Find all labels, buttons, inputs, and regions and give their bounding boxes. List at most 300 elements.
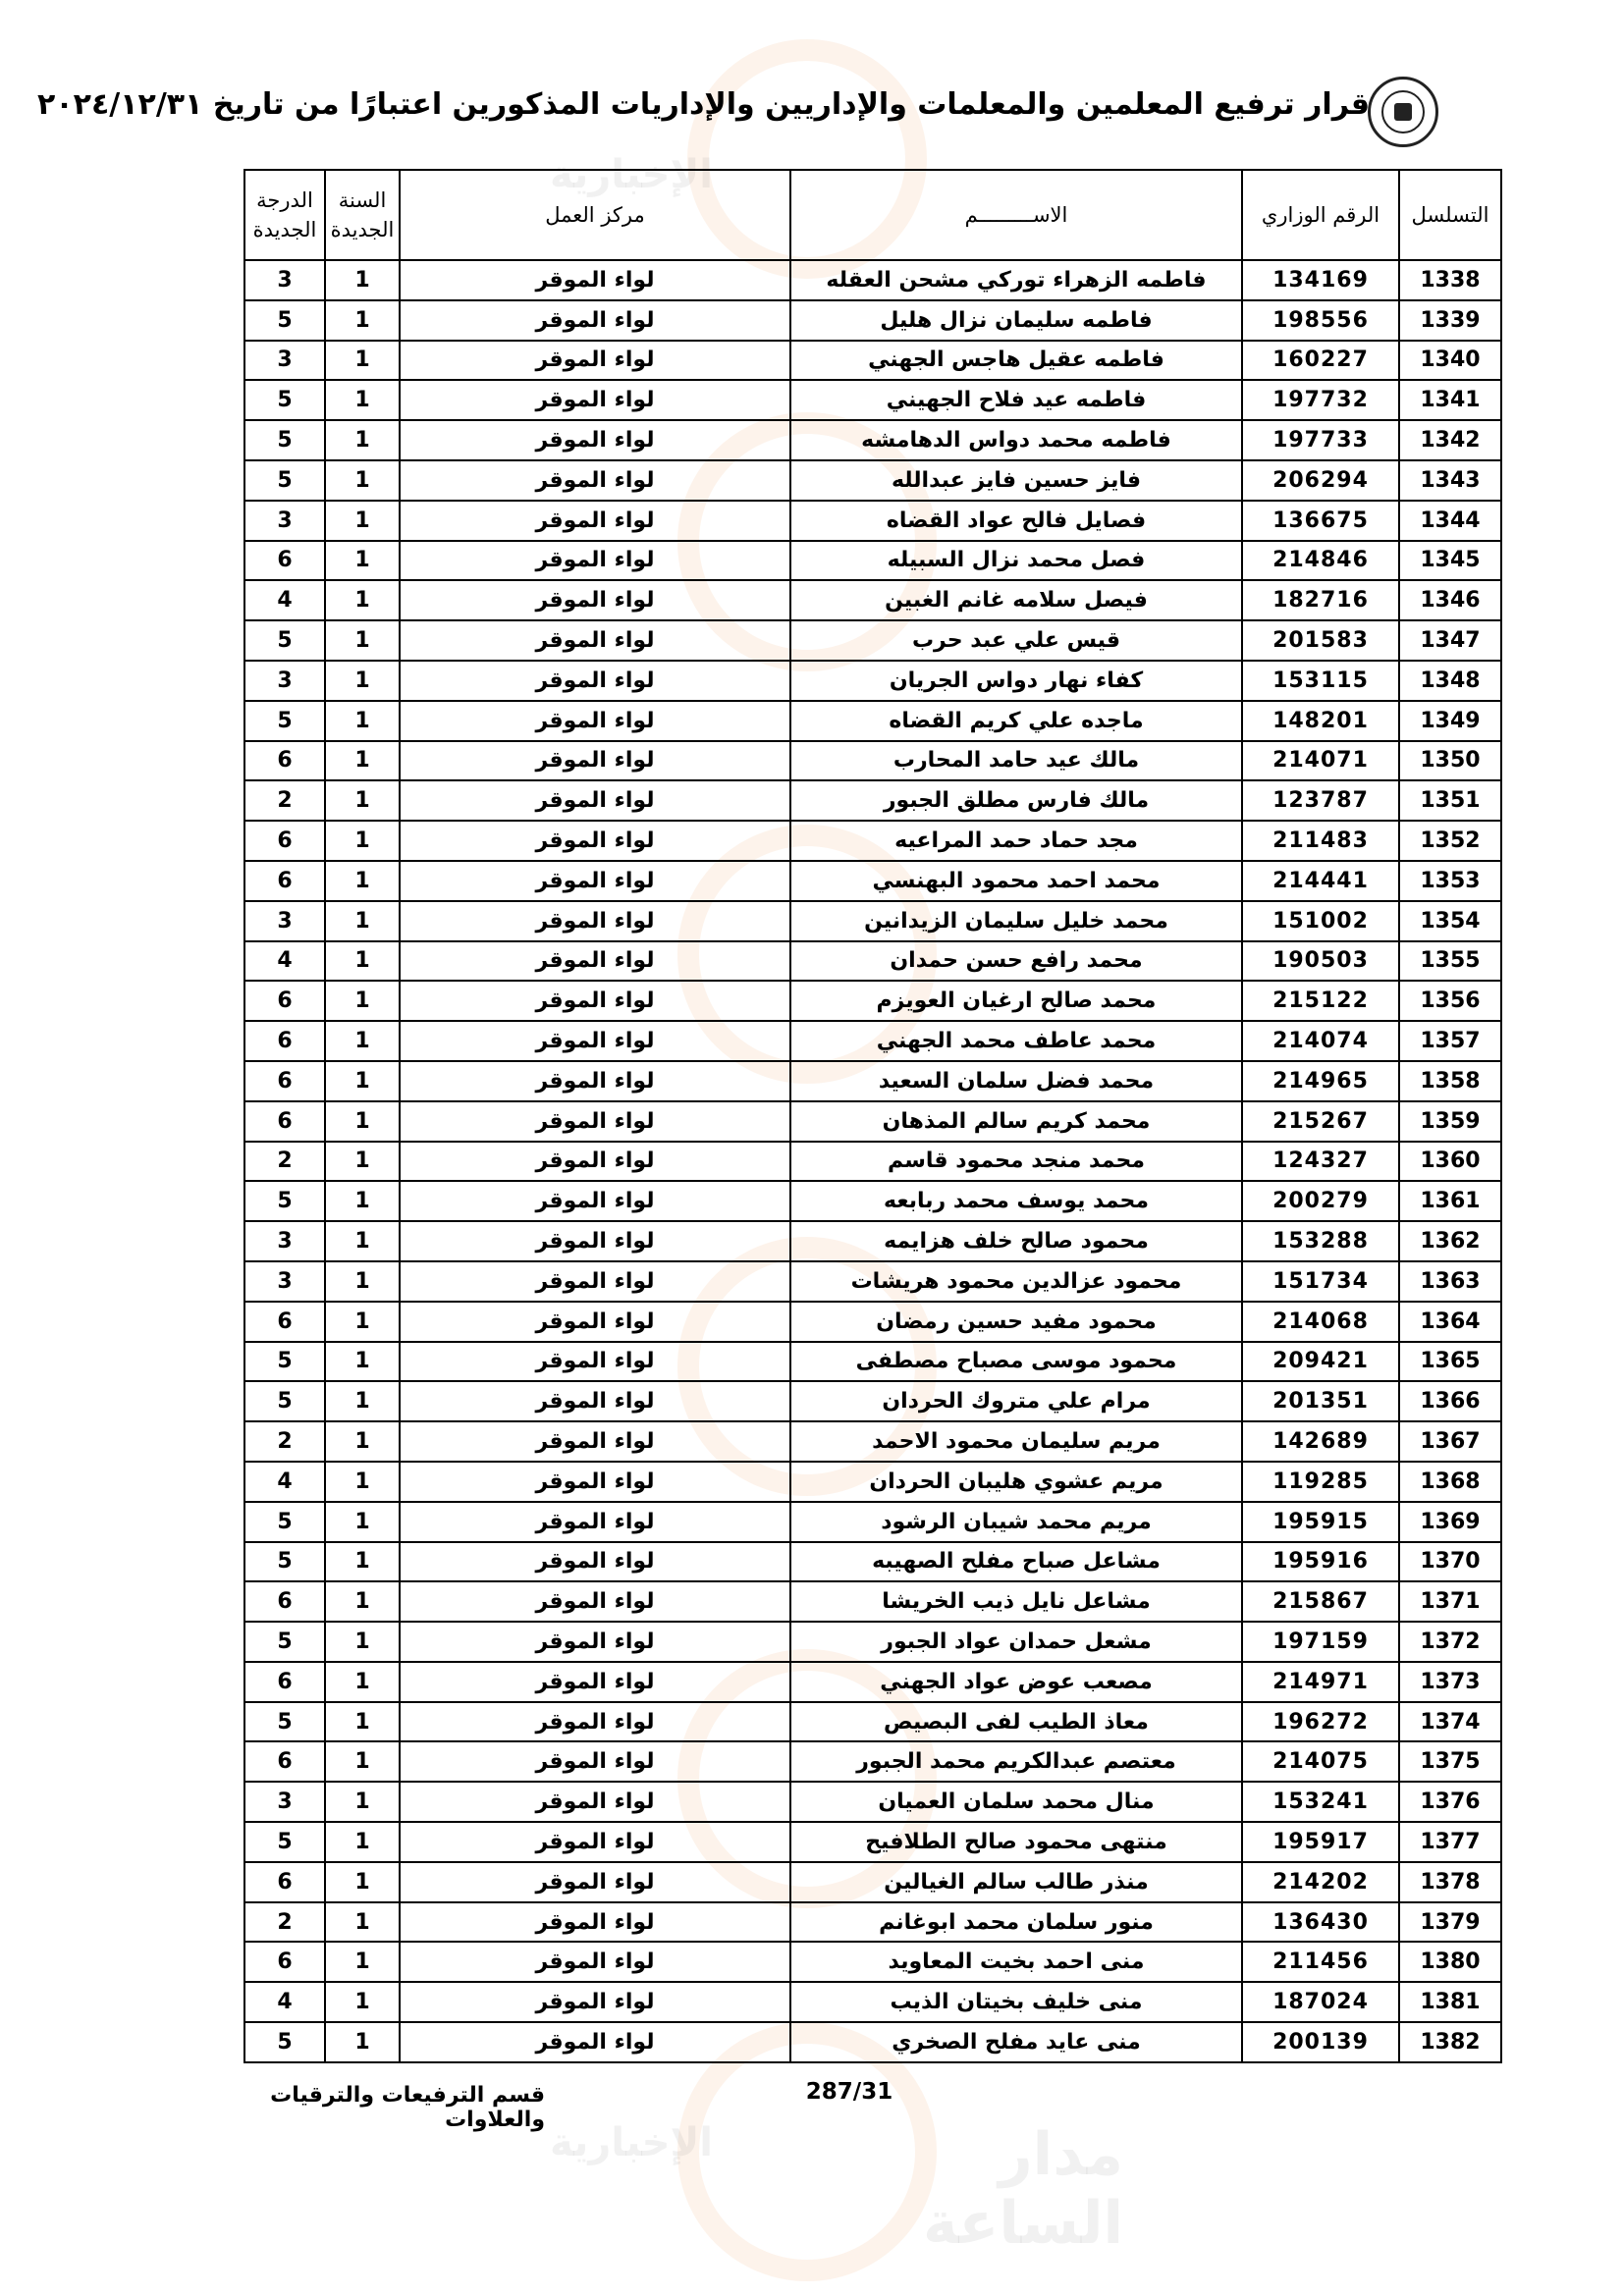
table-row <box>244 1061 1501 1101</box>
cell-work-center: لواء الموقر <box>400 260 790 300</box>
cell-name: منى احمد بخيت المعاويد <box>790 1942 1242 1982</box>
cell-name: مريم عشوي هليبان الحردان <box>790 1462 1242 1502</box>
cell-serial: 1359 <box>1399 1101 1501 1142</box>
table-row <box>244 821 1501 861</box>
cell-new-grade: 6 <box>244 1741 325 1782</box>
cell-work-center: لواء الموقر <box>400 1302 790 1342</box>
table-row <box>244 1421 1501 1462</box>
cell-name: محمد خليل سليمان الزيدانين <box>790 901 1242 941</box>
cell-new-year: 1 <box>325 941 400 982</box>
cell-new-year: 1 <box>325 1741 400 1782</box>
cell-ministry-id: 134169 <box>1242 260 1399 300</box>
table-row <box>244 460 1501 501</box>
cell-new-grade: 3 <box>244 341 325 381</box>
cell-work-center: لواء الموقر <box>400 1622 790 1662</box>
cell-serial: 1341 <box>1399 380 1501 420</box>
cell-serial: 1360 <box>1399 1142 1501 1182</box>
cell-new-grade: 6 <box>244 1662 325 1702</box>
table-row <box>244 1462 1501 1502</box>
cell-work-center: لواء الموقر <box>400 861 790 901</box>
cell-work-center: لواء الموقر <box>400 1741 790 1782</box>
table-row <box>244 1581 1501 1622</box>
table-row <box>244 620 1501 661</box>
cell-new-grade: 5 <box>244 1381 325 1421</box>
cell-ministry-id: 206294 <box>1242 460 1399 501</box>
cell-work-center: لواء الموقر <box>400 620 790 661</box>
cell-name: فاطمه محمد دواس الدهامشه <box>790 420 1242 460</box>
cell-name: مالك عيد حامد المحارب <box>790 741 1242 781</box>
cell-work-center: لواء الموقر <box>400 821 790 861</box>
cell-ministry-id: 195915 <box>1242 1502 1399 1542</box>
table-row <box>244 861 1501 901</box>
cell-name: فصايل فالح عواد القضاه <box>790 501 1242 541</box>
cell-ministry-id: 214846 <box>1242 541 1399 581</box>
cell-new-grade: 4 <box>244 1462 325 1502</box>
table-row <box>244 1021 1501 1061</box>
cell-work-center: لواء الموقر <box>400 300 790 341</box>
cell-new-grade: 2 <box>244 1421 325 1462</box>
cell-serial: 1344 <box>1399 501 1501 541</box>
cell-serial: 1370 <box>1399 1542 1501 1582</box>
cell-name: مشاعل صباح مفلح الصهيبه <box>790 1542 1242 1582</box>
cell-ministry-id: 201583 <box>1242 620 1399 661</box>
cell-work-center: لواء الموقر <box>400 501 790 541</box>
table-row <box>244 1862 1501 1902</box>
cell-name: محمد يوسف محمد ربابعه <box>790 1181 1242 1221</box>
table-row <box>244 341 1501 381</box>
table-row <box>244 1942 1501 1982</box>
cell-ministry-id: 214071 <box>1242 741 1399 781</box>
cell-ministry-id: 195917 <box>1242 1822 1399 1862</box>
cell-new-grade: 5 <box>244 1822 325 1862</box>
cell-work-center: لواء الموقر <box>400 1261 790 1302</box>
cell-new-grade: 5 <box>244 300 325 341</box>
cell-work-center: لواء الموقر <box>400 941 790 982</box>
cell-new-year: 1 <box>325 420 400 460</box>
cell-work-center: لواء الموقر <box>400 1381 790 1421</box>
cell-serial: 1377 <box>1399 1822 1501 1862</box>
cell-new-grade: 6 <box>244 1302 325 1342</box>
cell-new-year: 1 <box>325 1342 400 1382</box>
cell-work-center: لواء الموقر <box>400 1142 790 1182</box>
cell-work-center: لواء الموقر <box>400 380 790 420</box>
cell-name: مصعب عوض عواد الجهني <box>790 1662 1242 1702</box>
cell-ministry-id: 214075 <box>1242 1741 1399 1782</box>
cell-name: منى خليف بخيتان الذيب <box>790 1982 1242 2022</box>
table-row <box>244 941 1501 982</box>
cell-ministry-id: 214441 <box>1242 861 1399 901</box>
header-ministry-id: الرقم الوزاري <box>1242 170 1399 260</box>
cell-new-grade: 6 <box>244 541 325 581</box>
cell-ministry-id: 151002 <box>1242 901 1399 941</box>
cell-new-year: 1 <box>325 1221 400 1261</box>
cell-new-year: 1 <box>325 701 400 741</box>
table-row <box>244 1261 1501 1302</box>
header-name: الاســـــــــم <box>790 170 1242 260</box>
cell-ministry-id: 214074 <box>1242 1021 1399 1061</box>
cell-ministry-id: 209421 <box>1242 1342 1399 1382</box>
table-row <box>244 701 1501 741</box>
table-row <box>244 580 1501 620</box>
table-row <box>244 1662 1501 1702</box>
cell-name: محمد كريم سالم المذهان <box>790 1101 1242 1142</box>
cell-new-year: 1 <box>325 780 400 821</box>
cell-serial: 1366 <box>1399 1381 1501 1421</box>
cell-serial: 1348 <box>1399 661 1501 701</box>
cell-new-grade: 5 <box>244 1181 325 1221</box>
cell-serial: 1362 <box>1399 1221 1501 1261</box>
cell-ministry-id: 153288 <box>1242 1221 1399 1261</box>
cell-new-year: 1 <box>325 300 400 341</box>
cell-new-year: 1 <box>325 741 400 781</box>
cell-new-year: 1 <box>325 1061 400 1101</box>
table-row <box>244 1142 1501 1182</box>
cell-serial: 1353 <box>1399 861 1501 901</box>
cell-name: فاطمه سليمان نزال هليل <box>790 300 1242 341</box>
cell-new-grade: 6 <box>244 1021 325 1061</box>
cell-name: مريم سليمان محمود الاحمد <box>790 1421 1242 1462</box>
cell-new-grade: 2 <box>244 780 325 821</box>
cell-name: محمد عاطف محمد الجهني <box>790 1021 1242 1061</box>
watermark-text: مدار الساعة <box>923 2120 1124 2258</box>
cell-work-center: لواء الموقر <box>400 1421 790 1462</box>
cell-ministry-id: 201351 <box>1242 1381 1399 1421</box>
cell-name: مرام علي متروك الحردان <box>790 1381 1242 1421</box>
cell-new-year: 1 <box>325 1302 400 1342</box>
cell-serial: 1374 <box>1399 1702 1501 1742</box>
cell-work-center: لواء الموقر <box>400 2022 790 2062</box>
cell-work-center: لواء الموقر <box>400 580 790 620</box>
cell-new-grade: 5 <box>244 1542 325 1582</box>
cell-work-center: لواء الموقر <box>400 1342 790 1382</box>
cell-name: مشاعل نايل ذيب الخريشا <box>790 1581 1242 1622</box>
cell-serial: 1363 <box>1399 1261 1501 1302</box>
cell-ministry-id: 124327 <box>1242 1142 1399 1182</box>
cell-serial: 1339 <box>1399 300 1501 341</box>
cell-work-center: لواء الموقر <box>400 701 790 741</box>
cell-work-center: لواء الموقر <box>400 1542 790 1582</box>
cell-new-grade: 5 <box>244 620 325 661</box>
table-row <box>244 1782 1501 1822</box>
cell-new-year: 1 <box>325 1862 400 1902</box>
cell-ministry-id: 196272 <box>1242 1702 1399 1742</box>
ministry-logo <box>1368 77 1438 147</box>
cell-new-year: 1 <box>325 661 400 701</box>
cell-ministry-id: 197733 <box>1242 420 1399 460</box>
cell-ministry-id: 200139 <box>1242 2022 1399 2062</box>
cell-serial: 1371 <box>1399 1581 1501 1622</box>
cell-name: مالك فارس مطلق الجبور <box>790 780 1242 821</box>
cell-name: محمد احمد محمود البهنسي <box>790 861 1242 901</box>
cell-work-center: لواء الموقر <box>400 1942 790 1982</box>
cell-name: محمود موسى مصباح مصطفى <box>790 1342 1242 1382</box>
table-row <box>244 741 1501 781</box>
cell-serial: 1378 <box>1399 1862 1501 1902</box>
cell-new-year: 1 <box>325 1822 400 1862</box>
page-number: 287/31 <box>805 2079 893 2105</box>
cell-ministry-id: 160227 <box>1242 341 1399 381</box>
cell-new-grade: 6 <box>244 1862 325 1902</box>
table-row <box>244 300 1501 341</box>
cell-new-year: 1 <box>325 1021 400 1061</box>
cell-name: معاذ الطيب لفى البصيص <box>790 1702 1242 1742</box>
cell-work-center: لواء الموقر <box>400 1502 790 1542</box>
cell-ministry-id: 215867 <box>1242 1581 1399 1622</box>
cell-ministry-id: 200279 <box>1242 1181 1399 1221</box>
cell-name: منى عايد مفلح الصخري <box>790 2022 1242 2062</box>
cell-new-year: 1 <box>325 1381 400 1421</box>
cell-serial: 1373 <box>1399 1662 1501 1702</box>
cell-serial: 1351 <box>1399 780 1501 821</box>
cell-serial: 1338 <box>1399 260 1501 300</box>
table-row <box>244 1542 1501 1582</box>
table-row <box>244 380 1501 420</box>
cell-new-year: 1 <box>325 1702 400 1742</box>
cell-new-grade: 5 <box>244 1622 325 1662</box>
cell-new-year: 1 <box>325 981 400 1021</box>
cell-work-center: لواء الموقر <box>400 1862 790 1902</box>
cell-ministry-id: 153241 <box>1242 1782 1399 1822</box>
cell-new-year: 1 <box>325 341 400 381</box>
cell-new-grade: 4 <box>244 580 325 620</box>
cell-name: قيس علي عبد حرب <box>790 620 1242 661</box>
cell-new-grade: 5 <box>244 1342 325 1382</box>
cell-serial: 1380 <box>1399 1942 1501 1982</box>
cell-ministry-id: 119285 <box>1242 1462 1399 1502</box>
cell-ministry-id: 197732 <box>1242 380 1399 420</box>
cell-serial: 1345 <box>1399 541 1501 581</box>
cell-serial: 1372 <box>1399 1622 1501 1662</box>
cell-new-grade: 4 <box>244 1982 325 2022</box>
cell-serial: 1361 <box>1399 1181 1501 1221</box>
cell-ministry-id: 198556 <box>1242 300 1399 341</box>
cell-new-grade: 3 <box>244 501 325 541</box>
cell-name: فاطمه عيد فلاح الجهيني <box>790 380 1242 420</box>
cell-name: فاطمه عقيل هاجس الجهني <box>790 341 1242 381</box>
table-row <box>244 780 1501 821</box>
cell-work-center: لواء الموقر <box>400 1061 790 1101</box>
table-row <box>244 901 1501 941</box>
table-row <box>244 420 1501 460</box>
cell-new-grade: 3 <box>244 260 325 300</box>
cell-new-year: 1 <box>325 1502 400 1542</box>
cell-work-center: لواء الموقر <box>400 1462 790 1502</box>
cell-serial: 1343 <box>1399 460 1501 501</box>
cell-name: محمود مفيد حسين رمضان <box>790 1302 1242 1342</box>
cell-name: محمد فضل سلمان السعيد <box>790 1061 1242 1101</box>
table-row <box>244 1381 1501 1421</box>
cell-new-grade: 5 <box>244 701 325 741</box>
cell-serial: 1349 <box>1399 701 1501 741</box>
cell-ministry-id: 136675 <box>1242 501 1399 541</box>
cell-ministry-id: 211483 <box>1242 821 1399 861</box>
cell-ministry-id: 136430 <box>1242 1902 1399 1943</box>
cell-serial: 1346 <box>1399 580 1501 620</box>
cell-ministry-id: 153115 <box>1242 661 1399 701</box>
cell-serial: 1382 <box>1399 2022 1501 2062</box>
table-row <box>244 1902 1501 1943</box>
cell-serial: 1347 <box>1399 620 1501 661</box>
table-row <box>244 1181 1501 1221</box>
cell-name: كفاء نهار دواس الجريان <box>790 661 1242 701</box>
cell-new-year: 1 <box>325 1421 400 1462</box>
cell-new-year: 1 <box>325 260 400 300</box>
cell-ministry-id: 148201 <box>1242 701 1399 741</box>
cell-name: محمد رافع حسن حمدان <box>790 941 1242 982</box>
cell-work-center: لواء الموقر <box>400 981 790 1021</box>
cell-work-center: لواء الموقر <box>400 1702 790 1742</box>
cell-ministry-id: 182716 <box>1242 580 1399 620</box>
table-row <box>244 1502 1501 1542</box>
cell-new-grade: 5 <box>244 380 325 420</box>
table-row <box>244 1702 1501 1742</box>
table-row <box>244 1982 1501 2022</box>
crown-emblem-icon <box>1381 90 1425 133</box>
cell-ministry-id: 214202 <box>1242 1862 1399 1902</box>
cell-new-year: 1 <box>325 1142 400 1182</box>
table-row <box>244 2022 1501 2062</box>
cell-new-year: 1 <box>325 821 400 861</box>
cell-new-year: 1 <box>325 1902 400 1943</box>
cell-name: منذر طالب سالم الغيالين <box>790 1862 1242 1902</box>
header-serial: التسلسل <box>1399 170 1501 260</box>
cell-new-year: 1 <box>325 580 400 620</box>
cell-new-grade: 5 <box>244 1702 325 1742</box>
promotions-table <box>243 169 1502 2063</box>
watermark-text: الإخبارية <box>550 152 713 197</box>
cell-name: محمود عزالدين محمود هريشات <box>790 1261 1242 1302</box>
header-new-year: السنة الجديدة <box>325 170 400 260</box>
cell-new-grade: 3 <box>244 1782 325 1822</box>
cell-name: ماجده علي كريم القضاه <box>790 701 1242 741</box>
cell-serial: 1342 <box>1399 420 1501 460</box>
table-row <box>244 1302 1501 1342</box>
cell-new-grade: 6 <box>244 1101 325 1142</box>
cell-ministry-id: 211456 <box>1242 1942 1399 1982</box>
cell-name: منور سلمان محمد ابوغانم <box>790 1902 1242 1943</box>
cell-name: منال محمد سلمان العميان <box>790 1782 1242 1822</box>
header-new-grade: الدرجة الجديدة <box>244 170 325 260</box>
cell-serial: 1358 <box>1399 1061 1501 1101</box>
cell-new-grade: 6 <box>244 1581 325 1622</box>
cell-new-year: 1 <box>325 1622 400 1662</box>
cell-new-grade: 4 <box>244 941 325 982</box>
cell-name: فصل محمد نزال السبيله <box>790 541 1242 581</box>
cell-work-center: لواء الموقر <box>400 1021 790 1061</box>
cell-serial: 1355 <box>1399 941 1501 982</box>
cell-ministry-id: 197159 <box>1242 1622 1399 1662</box>
footer-department: قسم الترفيعات والترقيات والعلاوات <box>270 2083 545 2132</box>
table-row <box>244 1342 1501 1382</box>
cell-name: فايز حسين فايز عبدالله <box>790 460 1242 501</box>
cell-name: محمد صالح ارغيان العويزم <box>790 981 1242 1021</box>
cell-ministry-id: 215122 <box>1242 981 1399 1021</box>
cell-serial: 1357 <box>1399 1021 1501 1061</box>
cell-serial: 1379 <box>1399 1902 1501 1943</box>
cell-new-year: 1 <box>325 1101 400 1142</box>
cell-serial: 1367 <box>1399 1421 1501 1462</box>
cell-new-year: 1 <box>325 460 400 501</box>
cell-ministry-id: 215267 <box>1242 1101 1399 1142</box>
cell-new-year: 1 <box>325 901 400 941</box>
table-row <box>244 661 1501 701</box>
table-row <box>244 501 1501 541</box>
table-row <box>244 260 1501 300</box>
cell-name: مجد حماد حمد المراعيه <box>790 821 1242 861</box>
cell-work-center: لواء الموقر <box>400 1822 790 1862</box>
cell-new-year: 1 <box>325 380 400 420</box>
cell-ministry-id: 123787 <box>1242 780 1399 821</box>
table-row <box>244 1622 1501 1662</box>
cell-new-year: 1 <box>325 541 400 581</box>
cell-work-center: لواء الموقر <box>400 661 790 701</box>
watermark-text: الإخبارية <box>550 2120 713 2165</box>
cell-new-year: 1 <box>325 1982 400 2022</box>
cell-new-year: 1 <box>325 2022 400 2062</box>
cell-serial: 1352 <box>1399 821 1501 861</box>
cell-new-grade: 3 <box>244 901 325 941</box>
cell-new-grade: 6 <box>244 821 325 861</box>
cell-new-grade: 5 <box>244 1502 325 1542</box>
cell-new-grade: 5 <box>244 460 325 501</box>
table-row <box>244 1741 1501 1782</box>
cell-work-center: لواء الموقر <box>400 420 790 460</box>
cell-name: فيصل سلامه غانم الغبين <box>790 580 1242 620</box>
cell-serial: 1375 <box>1399 1741 1501 1782</box>
cell-work-center: لواء الموقر <box>400 1982 790 2022</box>
table-row <box>244 1101 1501 1142</box>
cell-new-year: 1 <box>325 1581 400 1622</box>
page-title: قرار ترفيع المعلمين والمعلمات والإداريين والإداريات المذكورين اعتبارًا من تاريخ ٢٠٢٤/١٢/٣١ <box>37 87 1370 122</box>
cell-work-center: لواء الموقر <box>400 741 790 781</box>
cell-new-grade: 5 <box>244 2022 325 2062</box>
cell-serial: 1340 <box>1399 341 1501 381</box>
cell-work-center: لواء الموقر <box>400 780 790 821</box>
cell-work-center: لواء الموقر <box>400 1101 790 1142</box>
cell-work-center: لواء الموقر <box>400 1221 790 1261</box>
cell-new-year: 1 <box>325 861 400 901</box>
header-work-center: مركز العمل <box>400 170 790 260</box>
table-header-row <box>244 170 1501 260</box>
cell-new-grade: 2 <box>244 1142 325 1182</box>
cell-ministry-id: 190503 <box>1242 941 1399 982</box>
table-row <box>244 981 1501 1021</box>
cell-ministry-id: 142689 <box>1242 1421 1399 1462</box>
cell-new-year: 1 <box>325 501 400 541</box>
table-row <box>244 1822 1501 1862</box>
cell-work-center: لواء الموقر <box>400 541 790 581</box>
cell-new-grade: 5 <box>244 420 325 460</box>
cell-name: مريم محمد شيبان الرشود <box>790 1502 1242 1542</box>
cell-new-year: 1 <box>325 1462 400 1502</box>
cell-work-center: لواء الموقر <box>400 1581 790 1622</box>
cell-new-grade: 6 <box>244 861 325 901</box>
cell-new-year: 1 <box>325 1782 400 1822</box>
cell-new-grade: 6 <box>244 1942 325 1982</box>
cell-new-grade: 3 <box>244 1261 325 1302</box>
cell-serial: 1365 <box>1399 1342 1501 1382</box>
cell-new-year: 1 <box>325 1261 400 1302</box>
cell-new-year: 1 <box>325 620 400 661</box>
cell-new-grade: 6 <box>244 1061 325 1101</box>
cell-new-year: 1 <box>325 1662 400 1702</box>
cell-ministry-id: 151734 <box>1242 1261 1399 1302</box>
cell-ministry-id: 214068 <box>1242 1302 1399 1342</box>
cell-work-center: لواء الموقر <box>400 341 790 381</box>
cell-serial: 1369 <box>1399 1502 1501 1542</box>
cell-serial: 1356 <box>1399 981 1501 1021</box>
cell-work-center: لواء الموقر <box>400 1902 790 1943</box>
